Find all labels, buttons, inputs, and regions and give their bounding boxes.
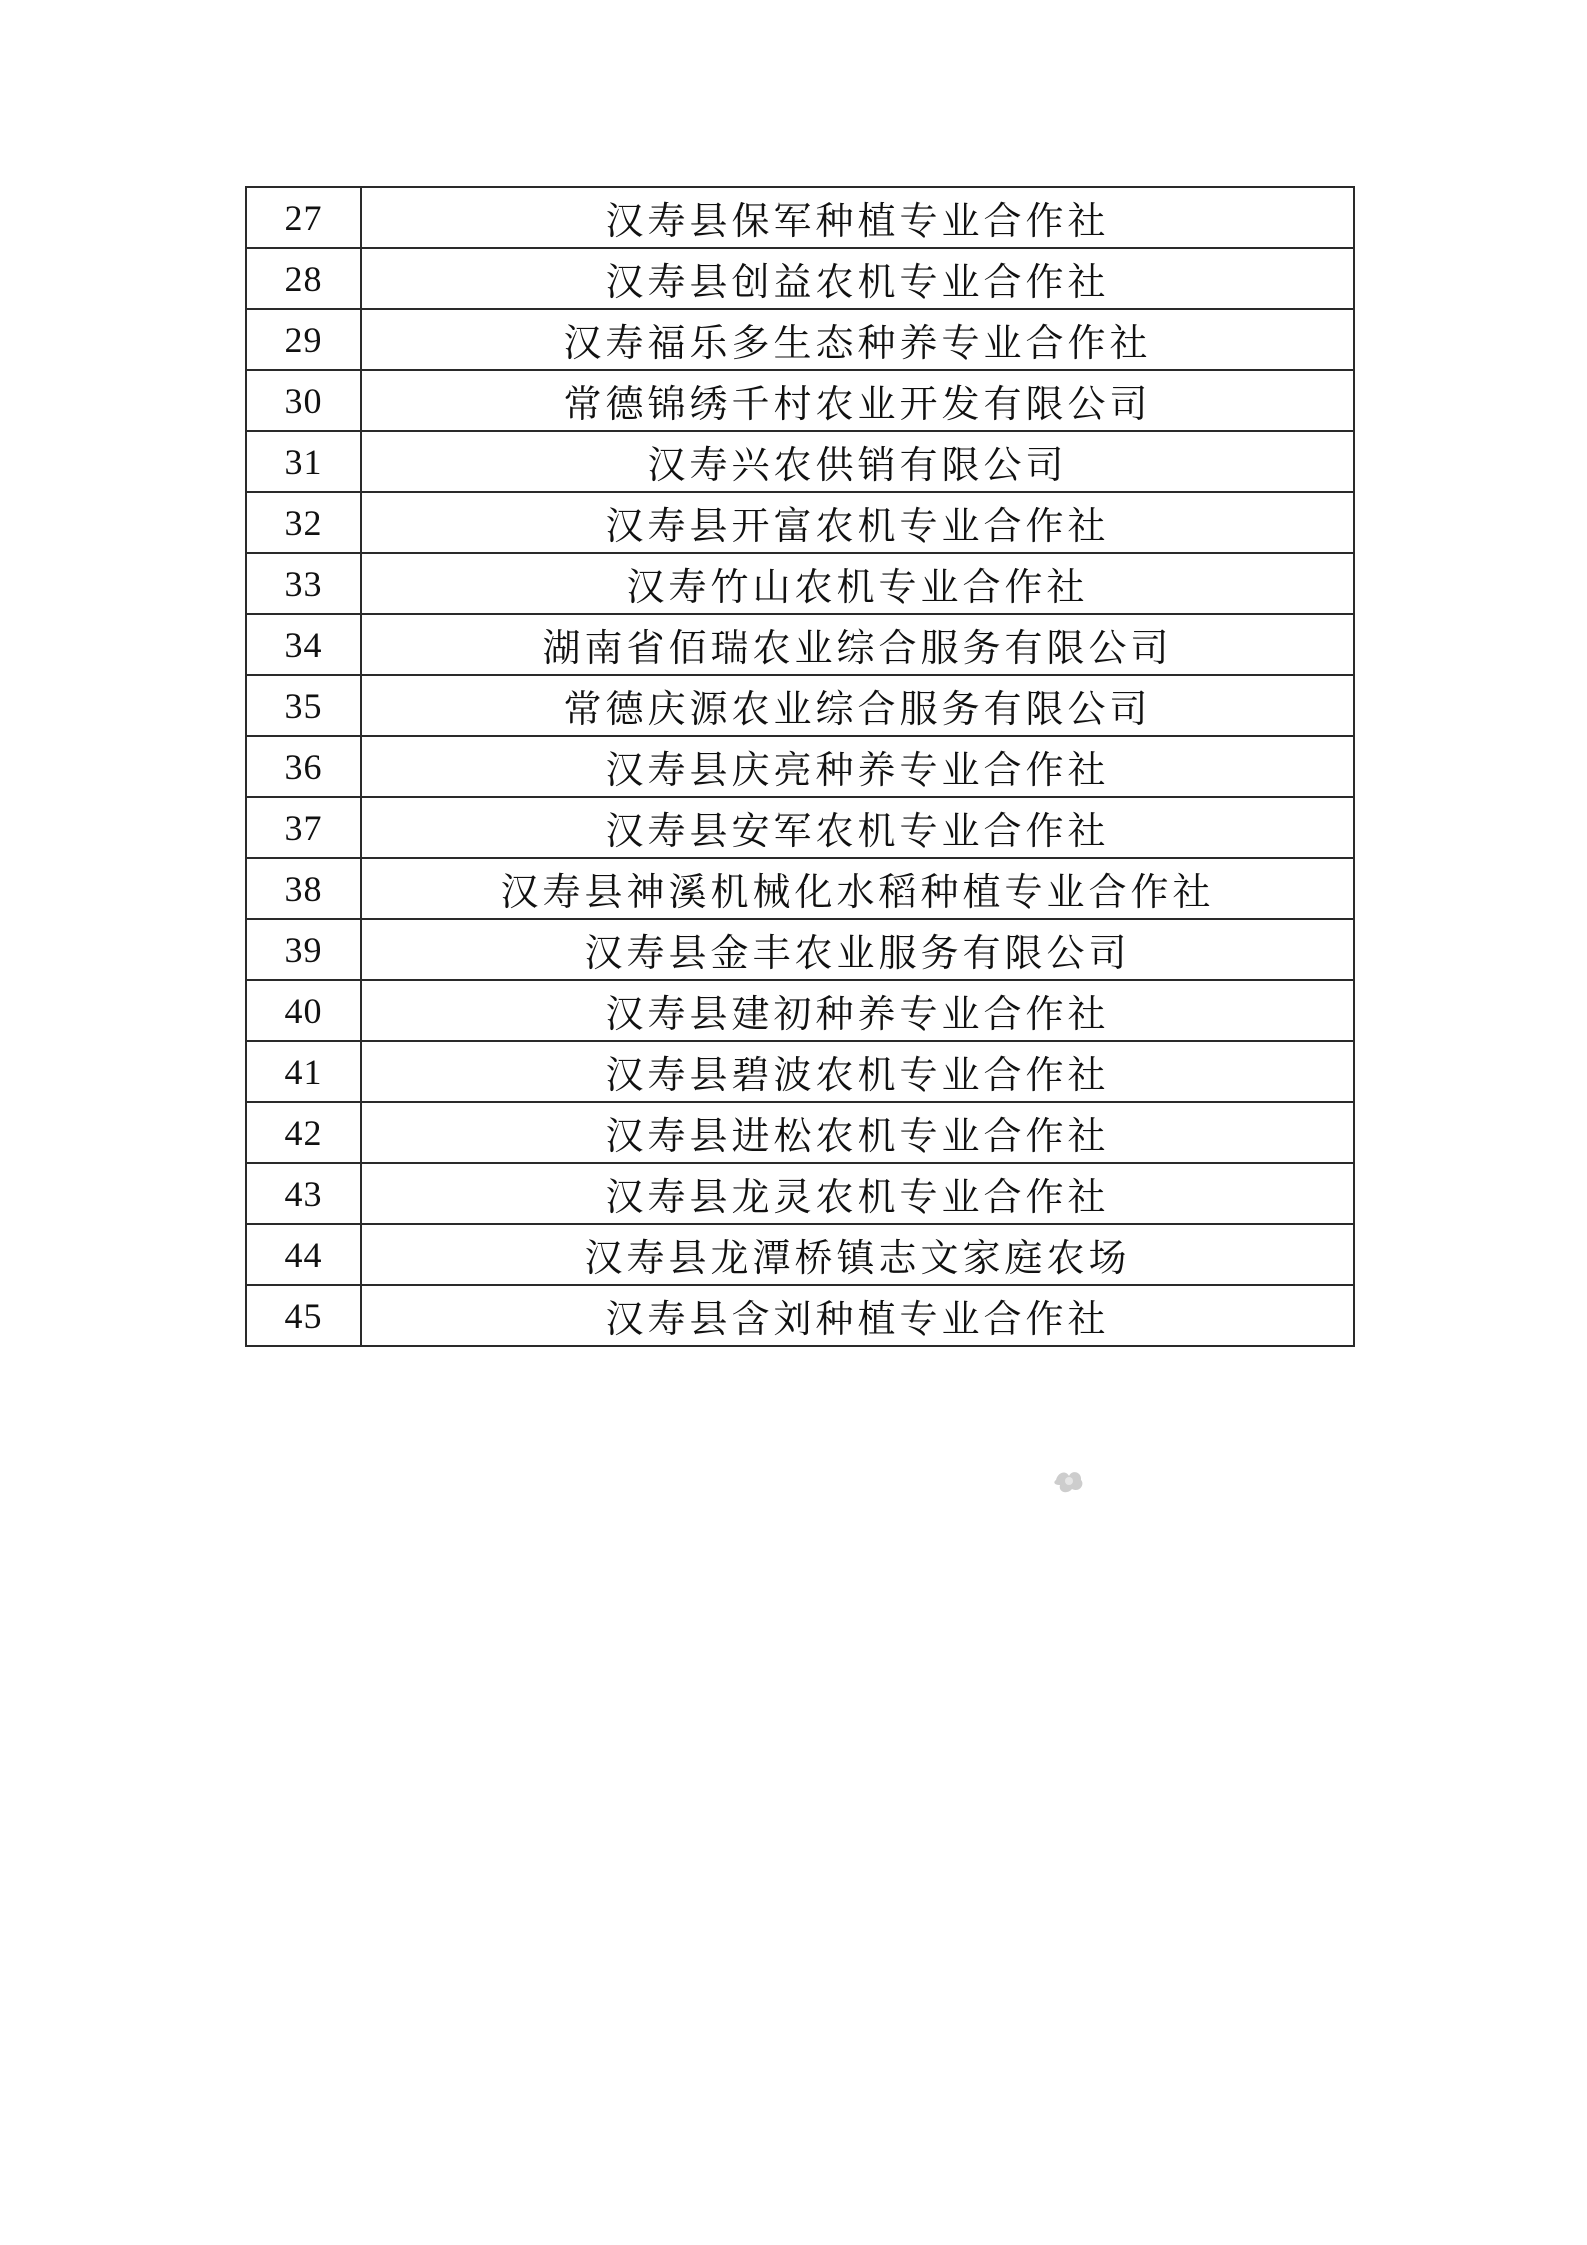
organization-name: 汉寿县进松农机专业合作社 xyxy=(361,1102,1354,1163)
table-row xyxy=(246,1041,1354,1102)
organization-name: 汉寿福乐多生态种养专业合作社 xyxy=(361,309,1354,370)
organization-name: 汉寿县金丰农业服务有限公司 xyxy=(361,919,1354,980)
table-row xyxy=(246,919,1354,980)
table-row xyxy=(246,980,1354,1041)
organization-name: 汉寿兴农供销有限公司 xyxy=(361,431,1354,492)
row-number: 33 xyxy=(246,553,361,614)
organization-name: 汉寿竹山农机专业合作社 xyxy=(361,553,1354,614)
row-number: 39 xyxy=(246,919,361,980)
row-number: 30 xyxy=(246,370,361,431)
row-number: 45 xyxy=(246,1285,361,1346)
row-number: 44 xyxy=(246,1224,361,1285)
scan-smudge-mark xyxy=(1052,1466,1086,1496)
organization-name: 汉寿县创益农机专业合作社 xyxy=(361,248,1354,309)
organization-name: 常德庆源农业综合服务有限公司 xyxy=(361,675,1354,736)
row-number: 32 xyxy=(246,492,361,553)
table-row xyxy=(246,248,1354,309)
row-number: 38 xyxy=(246,858,361,919)
organization-name: 汉寿县龙灵农机专业合作社 xyxy=(361,1163,1354,1224)
row-number: 34 xyxy=(246,614,361,675)
cooperative-list-table-wrapper xyxy=(245,186,1355,1347)
table-row xyxy=(246,858,1354,919)
organization-name: 汉寿县碧波农机专业合作社 xyxy=(361,1041,1354,1102)
organization-name: 汉寿县神溪机械化水稻种植专业合作社 xyxy=(361,858,1354,919)
row-number: 42 xyxy=(246,1102,361,1163)
table-row xyxy=(246,675,1354,736)
organization-name: 汉寿县建初种养专业合作社 xyxy=(361,980,1354,1041)
organization-name: 汉寿县安军农机专业合作社 xyxy=(361,797,1354,858)
table-row xyxy=(246,1285,1354,1346)
row-number: 29 xyxy=(246,309,361,370)
table-row xyxy=(246,431,1354,492)
table-row xyxy=(246,309,1354,370)
organization-name: 湖南省佰瑞农业综合服务有限公司 xyxy=(361,614,1354,675)
cooperative-list-table xyxy=(245,186,1355,1347)
organization-name: 常德锦绣千村农业开发有限公司 xyxy=(361,370,1354,431)
row-number: 28 xyxy=(246,248,361,309)
table-row xyxy=(246,553,1354,614)
table-row xyxy=(246,614,1354,675)
table-row xyxy=(246,797,1354,858)
row-number: 36 xyxy=(246,736,361,797)
organization-name: 汉寿县开富农机专业合作社 xyxy=(361,492,1354,553)
row-number: 41 xyxy=(246,1041,361,1102)
row-number: 43 xyxy=(246,1163,361,1224)
organization-name: 汉寿县庆亮种养专业合作社 xyxy=(361,736,1354,797)
table-row xyxy=(246,1224,1354,1285)
table-body xyxy=(246,187,1354,1346)
row-number: 40 xyxy=(246,980,361,1041)
table-row xyxy=(246,370,1354,431)
organization-name: 汉寿县保军种植专业合作社 xyxy=(361,187,1354,248)
table-row xyxy=(246,1102,1354,1163)
row-number: 35 xyxy=(246,675,361,736)
table-row xyxy=(246,492,1354,553)
row-number: 27 xyxy=(246,187,361,248)
table-row xyxy=(246,187,1354,248)
organization-name: 汉寿县龙潭桥镇志文家庭农场 xyxy=(361,1224,1354,1285)
row-number: 31 xyxy=(246,431,361,492)
table-row xyxy=(246,736,1354,797)
table-row xyxy=(246,1163,1354,1224)
organization-name: 汉寿县含刘种植专业合作社 xyxy=(361,1285,1354,1346)
row-number: 37 xyxy=(246,797,361,858)
